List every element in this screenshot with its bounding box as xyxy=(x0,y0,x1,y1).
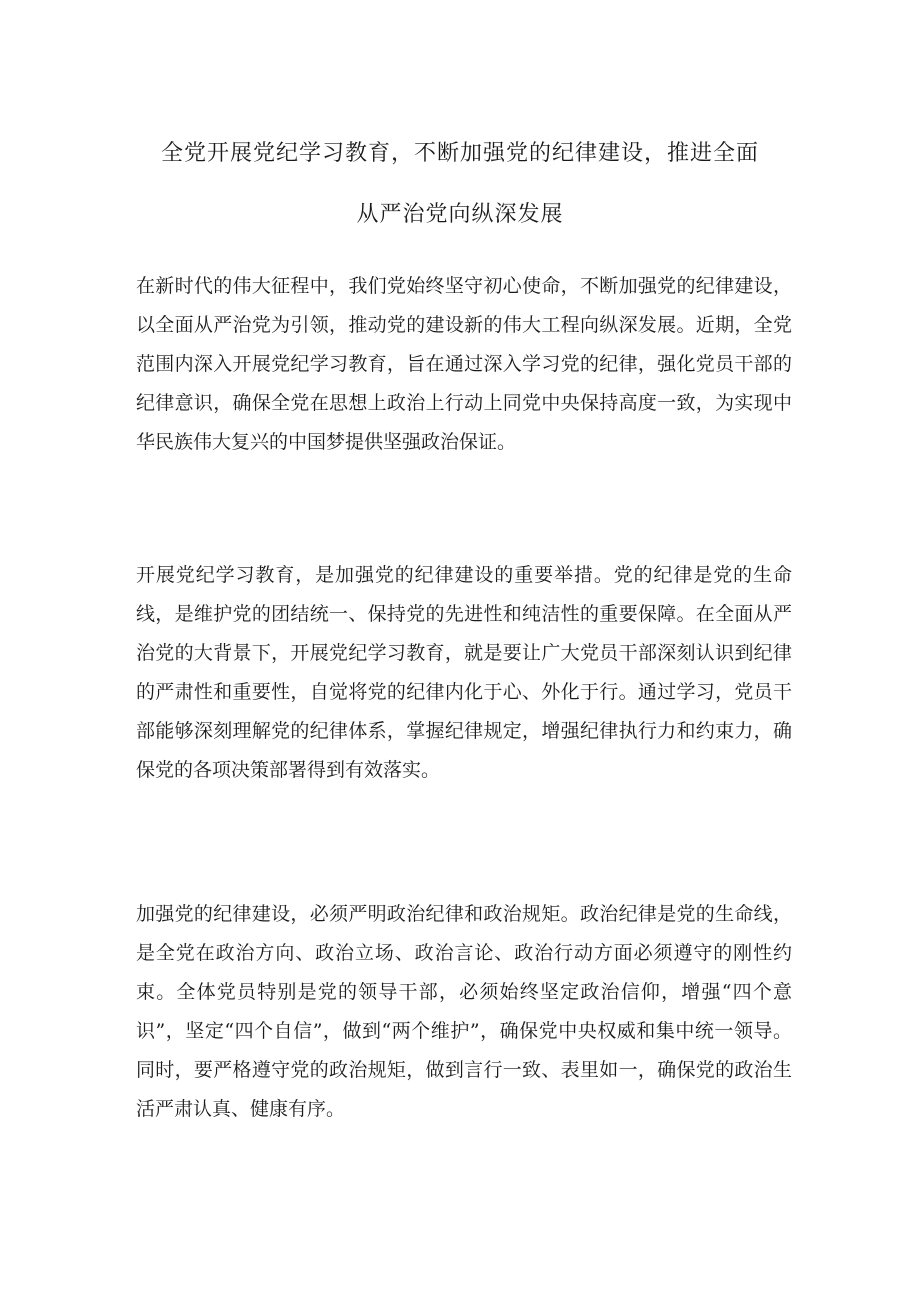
paragraph-1: 在新时代的伟大征程中，我们党始终坚守初心使命，不断加强党的纪律建设，以全面从严治党为引领，推动党的建设新的伟大工程向纵深发展。近期，全党范围内深入开展党纪学习教育，旨在通过深入学习党的纪律，强化党员干部的纪律意识，确保全党在思想上政治上行动上同党中央保持高度一致，为实现中华民族伟大复兴的中国梦提供坚强政治保证。 xyxy=(136,275,792,453)
paragraph-3: 加强党的纪律建设，必须严明政治纪律和政治规矩。政治纪律是党的生命线，是全党在政治方向、政治立场、政治言论、政治行动方面必须遵守的刚性约束。全体党员特别是党的领导干部，必须始终坚定政治信仰，增强“四个意识”，坚定“四个自信”，做到“两个维护”，确保党中央权威和集中统一领导。同时，要严格遵守党的政治规矩，做到言行一致、表里如一，确保党的政治生活严肃认真、健康有序。 xyxy=(136,903,792,1120)
document-title-line-1: 全党开展党纪学习教育，不断加强党的纪律建设，推进全面 xyxy=(160,141,759,166)
document-title-line-2: 从严治党向纵深发展 xyxy=(356,202,564,227)
paragraph-2: 开展党纪学习教育，是加强党的纪律建设的重要举措。党的纪律是党的生命线，是维护党的团结统一、保持党的先进性和纯洁性的重要保障。在全面从严治党的大背景下，开展党纪学习教育，就是要让广大党员干部深刻认识到纪律的严肃性和重要性，自觉将党的纪律内化于心、外化于行。通过学习，党员干部能够深刻理解党的纪律体系，掌握纪律规定，增强纪律执行力和约束力，确保党的各项决策部署得到有效落实。 xyxy=(136,564,792,781)
